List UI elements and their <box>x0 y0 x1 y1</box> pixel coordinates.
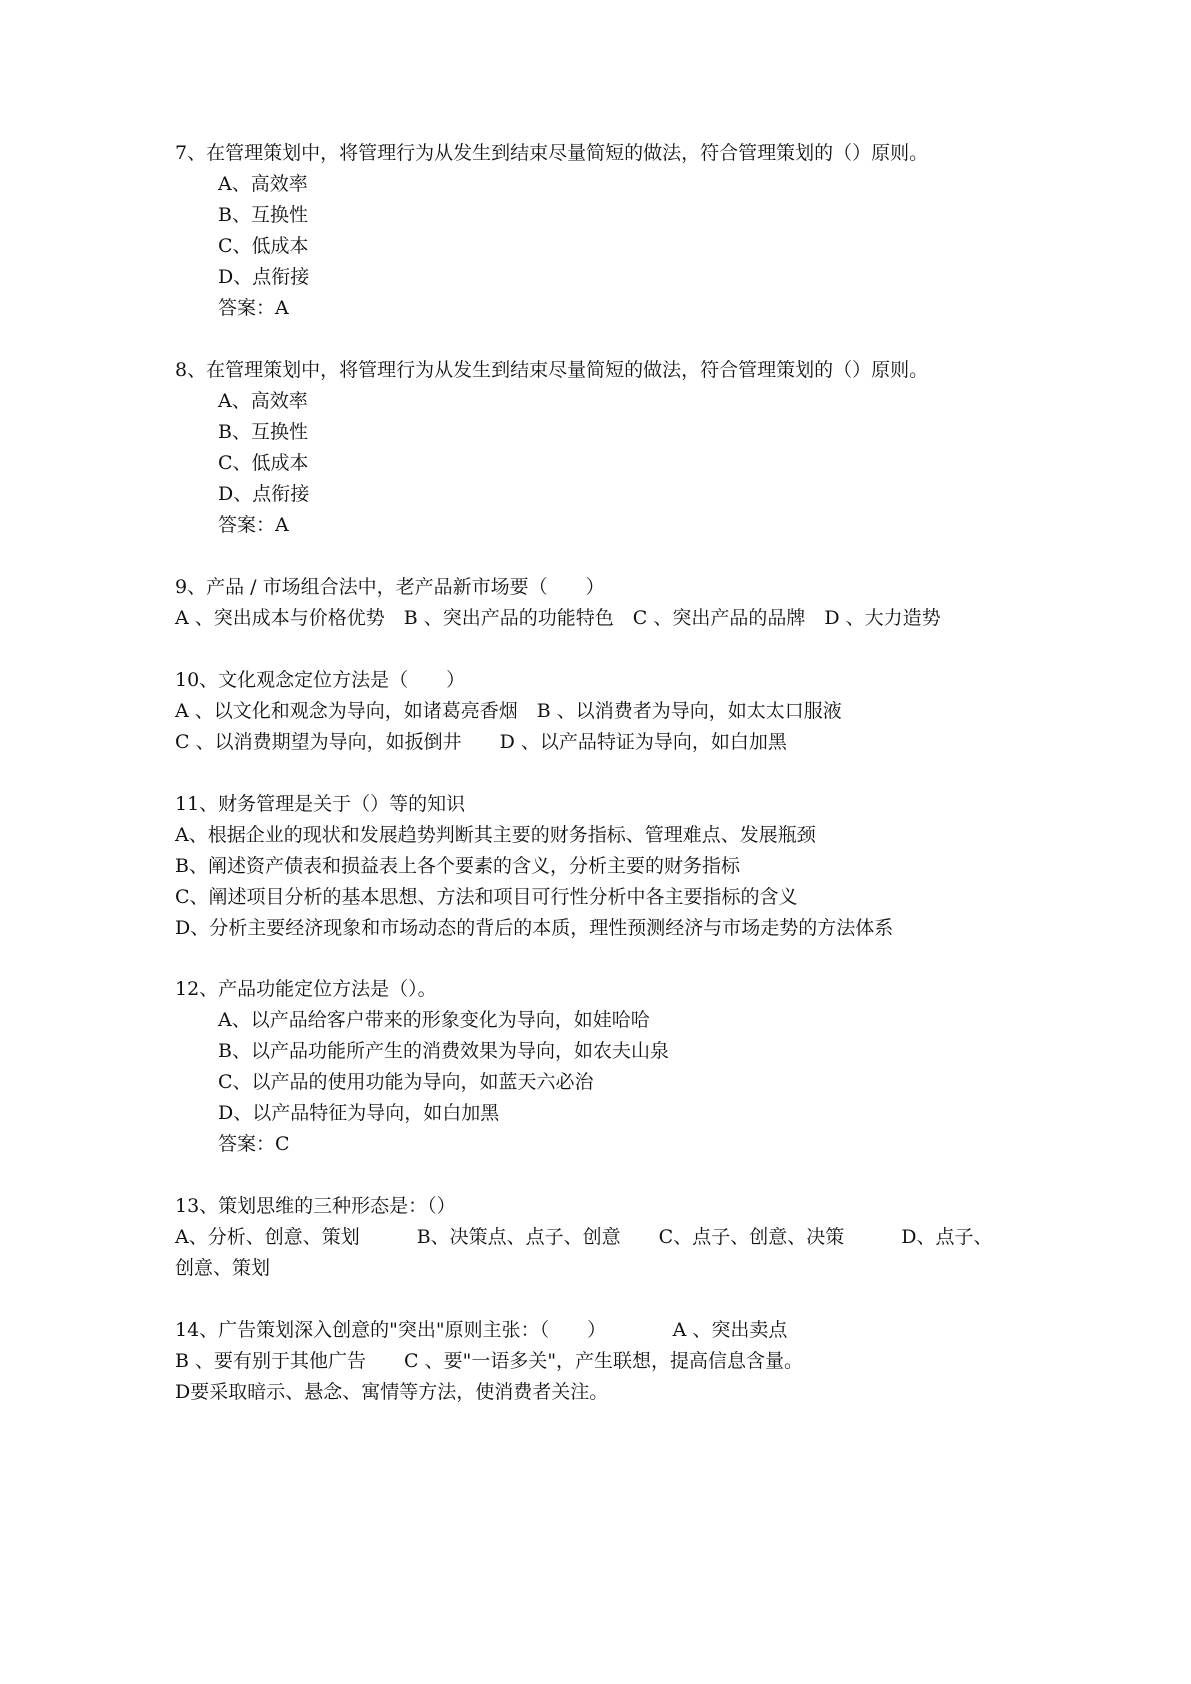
question-10 <box>175 665 1055 758</box>
question-stem: 12、产品功能定位方法是（）。 <box>175 978 437 1000</box>
question-14 <box>175 1315 1055 1408</box>
option-b: B、互换性 <box>218 421 308 443</box>
option-c: C、以产品的使用功能为导向，如蓝天六必治 <box>218 1071 594 1093</box>
question-11 <box>175 789 1055 944</box>
option-line: B 、要有别于其他广告 C 、要"一语多关"，产生联想，提高信息含量。 <box>175 1350 804 1372</box>
option-c: C、低成本 <box>218 452 309 474</box>
option-d: D、点衔接 <box>218 266 310 288</box>
question-stem: 7、在管理策划中，将管理行为从发生到结束尽量简短的做法，符合管理策划的（）原则。 <box>175 142 929 164</box>
question-8 <box>175 355 1055 541</box>
question-13 <box>175 1191 1055 1284</box>
option-a: A、高效率 <box>218 173 308 195</box>
question-7 <box>175 138 1055 324</box>
option-b: B、互换性 <box>218 204 308 226</box>
question-stem: 10、文化观念定位方法是（ ） <box>175 669 466 691</box>
option-line: A 、突出成本与价格优势 B 、突出产品的功能特色 C 、突出产品的品牌 D 、大力造势 <box>175 607 941 629</box>
question-12 <box>175 974 1055 1160</box>
question-stem: 11、财务管理是关于（）等的知识 <box>175 793 466 815</box>
option-c: C、低成本 <box>218 235 309 257</box>
answer: 答案：C <box>218 1133 290 1155</box>
option-line: D要采取暗示、悬念、寓情等方法，使消费者关注。 <box>175 1381 609 1403</box>
option-line: C 、以消费期望为导向，如扳倒井 D 、以产品特证为导向，如白加黑 <box>175 731 787 753</box>
option-a: A、高效率 <box>218 390 308 412</box>
option-b: B、以产品功能所产生的消费效果为导向，如农夫山泉 <box>218 1040 669 1062</box>
option-a: A、根据企业的现状和发展趋势判断其主要的财务指标、管理难点、发展瓶颈 <box>175 824 816 846</box>
question-stem: 8、在管理策划中，将管理行为从发生到结束尽量简短的做法，符合管理策划的（）原则。 <box>175 359 929 381</box>
question-9 <box>175 572 1055 634</box>
question-stem: 14、广告策划深入创意的"突出"原则主张：（ ） A 、突出卖点 <box>175 1319 788 1341</box>
option-line: A、分析、创意、策划 B、决策点、点子、创意 C、点子、创意、决策 D、点子、 <box>175 1226 993 1248</box>
option-d: D、分析主要经济现象和市场动态的背后的本质，理性预测经济与市场走势的方法体系 <box>175 917 894 939</box>
option-a: A、以产品给客户带来的形象变化为导向，如娃哈哈 <box>218 1009 650 1031</box>
option-line: 创意、策划 <box>175 1257 271 1279</box>
option-d: D、以产品特征为导向，如白加黑 <box>218 1102 500 1124</box>
option-b: B、阐述资产债表和损益表上各个要素的含义，分析主要的财务指标 <box>175 855 740 877</box>
option-line: A 、以文化和观念为导向，如诸葛亮香烟 B 、以消费者为导向，如太太口服液 <box>175 700 842 722</box>
option-c: C、阐述项目分析的基本思想、方法和项目可行性分析中各主要指标的含义 <box>175 886 798 908</box>
question-stem: 9、产品 / 市场组合法中，老产品新市场要（ ） <box>175 576 605 598</box>
option-d: D、点衔接 <box>218 483 310 505</box>
question-stem: 13、策划思维的三种形态是：（） <box>175 1195 456 1217</box>
answer: 答案：A <box>218 514 289 536</box>
answer: 答案：A <box>218 297 289 319</box>
